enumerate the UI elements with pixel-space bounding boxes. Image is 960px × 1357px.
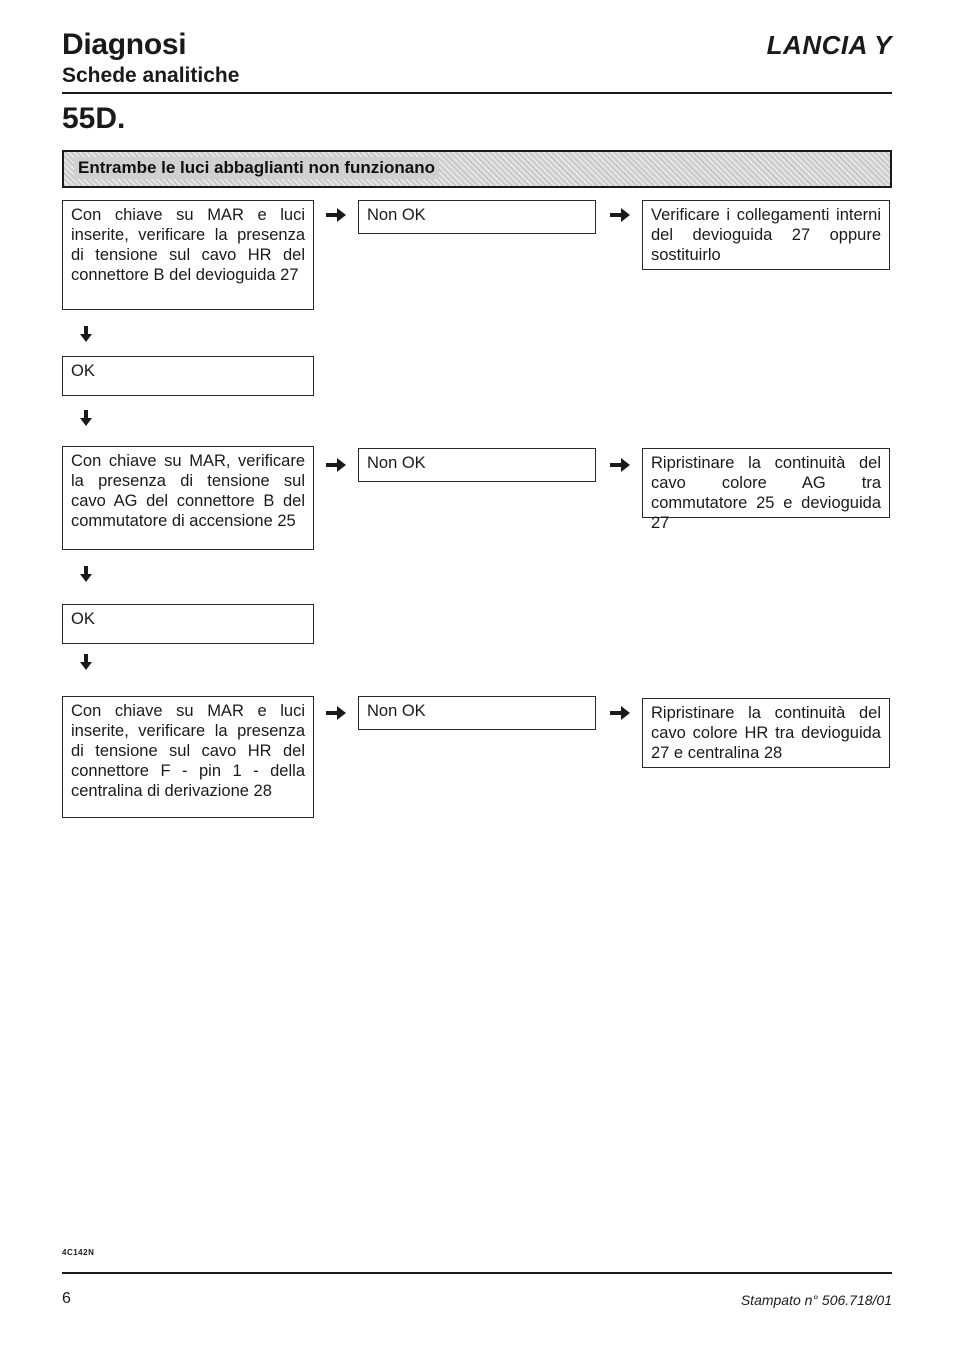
action-box-3: Ripristinare la continuità del cavo colore HR tra devioguida 27 e centralina 28 [642, 698, 890, 768]
arrow-down-icon [80, 566, 92, 582]
page-subtitle: Schede analitiche [62, 64, 240, 87]
section-code: 55D. [62, 102, 126, 135]
document-stamp: 4C142N [62, 1248, 95, 1257]
fail-box-3: Non OK [358, 696, 596, 730]
page-number: 6 [62, 1290, 71, 1307]
arrow-right-icon [326, 706, 346, 720]
arrow-down-icon [80, 410, 92, 426]
check-box-1: Con chiave su MAR e luci inserite, verificare la presenza di tensione sul cavo HR del connettore B del devioguida 27 [62, 200, 314, 310]
arrow-right-icon [610, 458, 630, 472]
action-box-1: Verificare i collegamenti interni del devioguida 27 oppure sostituirlo [642, 200, 890, 270]
arrow-right-icon [610, 706, 630, 720]
arrow-right-icon [326, 208, 346, 222]
arrow-right-icon [610, 208, 630, 222]
arrow-down-icon [80, 326, 92, 342]
arrow-right-icon [326, 458, 346, 472]
footer-divider [62, 1272, 892, 1274]
action-box-2: Ripristinare la continuità del cavo colore AG tra commutatore 25 e devioguida 27 [642, 448, 890, 518]
check-box-3: Con chiave su MAR e luci inserite, verificare la presenza di tensione sul cavo HR del connettore F - pin 1 - della centralina di derivazione 28 [62, 696, 314, 818]
fault-banner [62, 150, 892, 188]
header-divider [62, 92, 892, 94]
arrow-down-icon [80, 654, 92, 670]
page-title: Diagnosi [62, 28, 187, 61]
ok-box-1: OK [62, 356, 314, 396]
fail-box-1: Non OK [358, 200, 596, 234]
print-reference: Stampato n° 506.718/01 [740, 1292, 892, 1308]
check-box-2: Con chiave su MAR, verificare la presenza di tensione sul cavo AG del connettore B del commutatore di accensione 25 [62, 446, 314, 550]
ok-box-2: OK [62, 604, 314, 644]
fail-box-2: Non OK [358, 448, 596, 482]
brand-label: LANCIA Y [766, 30, 892, 60]
fault-banner-text: Entrambe le luci abbaglianti non funzionano [74, 157, 439, 179]
